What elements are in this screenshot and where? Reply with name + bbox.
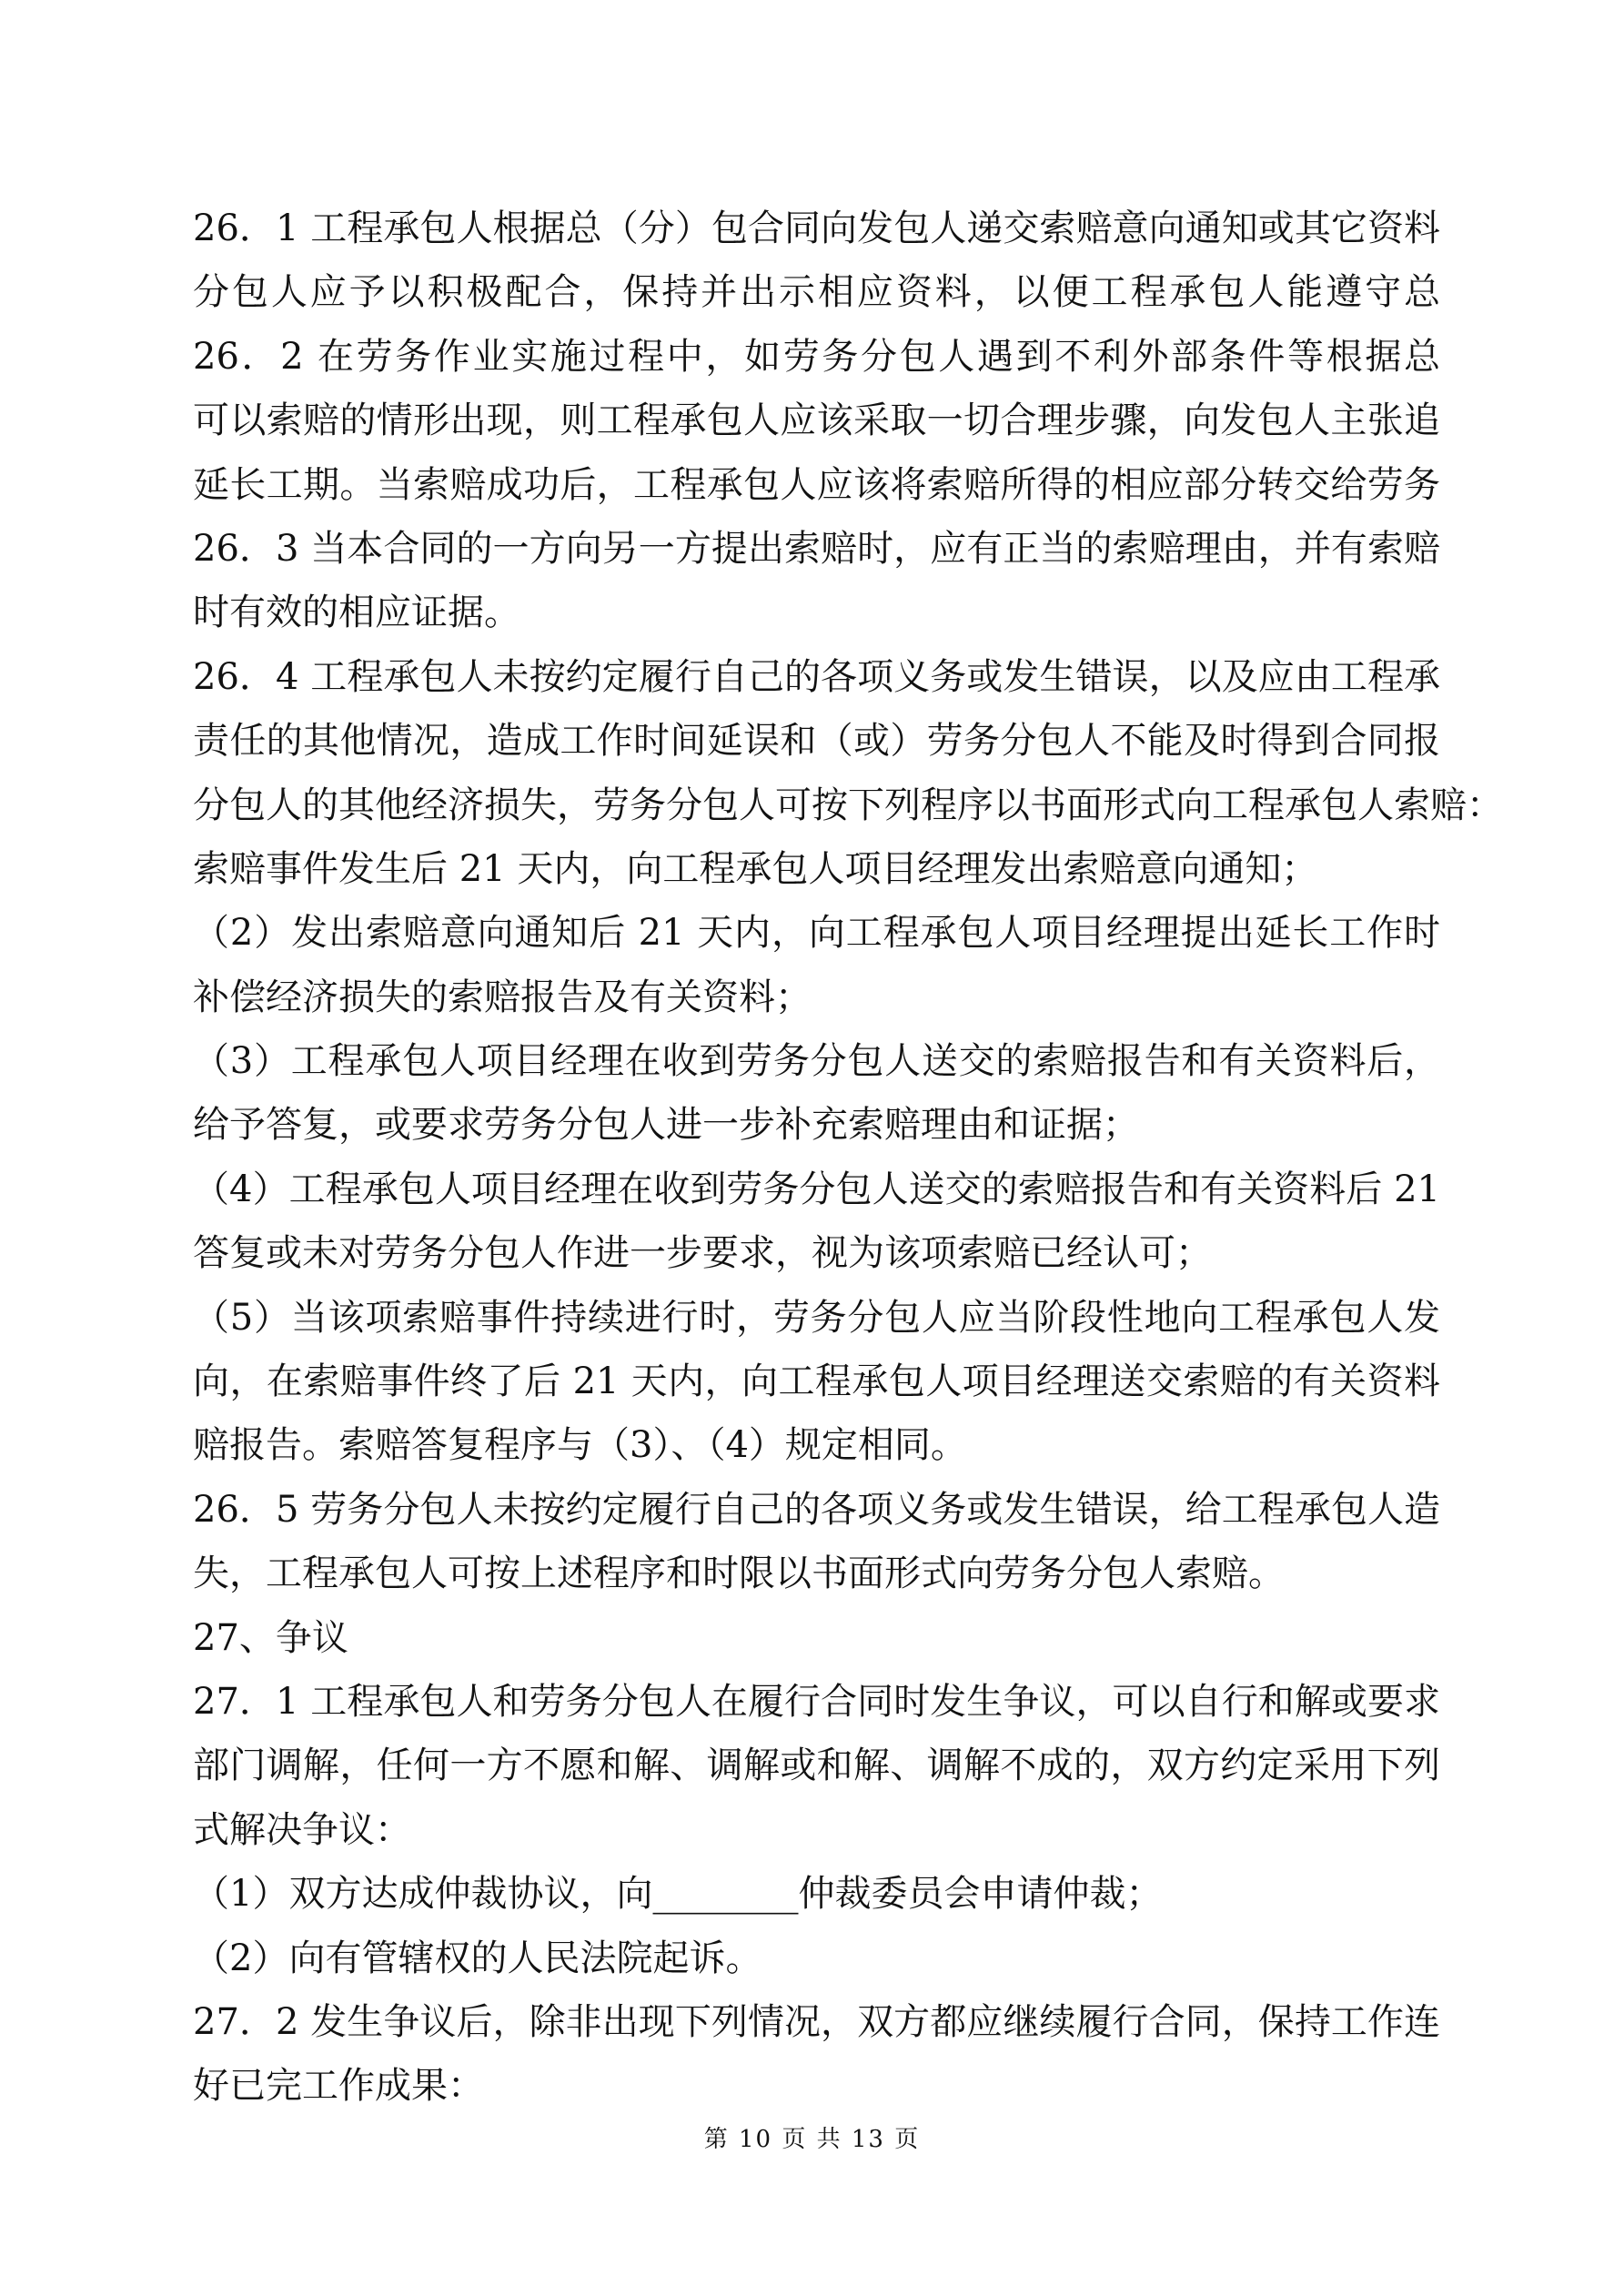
document-body	[193, 197, 1503, 2119]
text-line: 责任的其他情况，造成工作时间延误和（或）劳务分包人不能及时得到合同报	[193, 720, 1440, 763]
text-line: 时有效的相应证据。	[193, 592, 520, 634]
text-line: 可以索赔的情形出现，则工程承包人应该采取一切合理步骤，向发包人主张追	[193, 400, 1440, 442]
text-line: 27．1 工程承包人和劳务分包人在履行合同时发生争议，可以自行和解或要求	[193, 1680, 1440, 1723]
text-line: 26．4 工程承包人未按约定履行自己的各项义务或发生错误，以及应由工程承	[193, 655, 1440, 698]
text-line: 补偿经济损失的索赔报告及有关资料；	[193, 976, 812, 1018]
text-line: （2）向有管辖权的人民法院起诉。	[193, 1937, 762, 1979]
text-line: （1）双方达成仲裁协议，向________仲裁委员会申请仲裁；	[193, 1873, 1163, 1916]
text-line: 27．2 发生争议后，除非出现下列情况，双方都应继续履行合同，保持工作连	[193, 2000, 1440, 2043]
text-line: 赔报告。索赔答复程序与（3）、（4）规定相同。	[193, 1424, 967, 1467]
text-line: 分包人的其他经济损失，劳务分包人可按下列程序以书面形式向工程承包人索赔：	[193, 784, 1503, 826]
text-line: 部门调解，任何一方不愿和解、调解或和解、调解不成的，双方约定采用下列	[193, 1745, 1440, 1787]
text-line: 27、争议	[193, 1616, 348, 1659]
text-line: 答复或未对劳务分包人作进一步要求，视为该项索赔已经认可；	[193, 1232, 1212, 1275]
text-line: 分包人应予以积极配合，保持并出示相应资料，以便工程承包人能遵守总	[193, 271, 1440, 314]
text-line: 向，在索赔事件终了后 21 天内，向工程承包人项目经理送交索赔的有关资料	[193, 1360, 1440, 1403]
text-line: （5）当该项索赔事件持续进行时，劳务分包人应当阶段性地向工程承包人发	[193, 1296, 1440, 1339]
text-line: （3）工程承包人项目经理在收到劳务分包人送交的索赔报告和有关资料后，	[193, 1040, 1440, 1083]
page-number: 第 10 页 共 13 页	[703, 2126, 921, 2153]
text-line: （2）发出索赔意向通知后 21 天内，向工程承包人项目经理提出延长工作时	[193, 912, 1440, 955]
text-line: 给予答复，或要求劳务分包人进一步补充索赔理由和证据；	[193, 1104, 1139, 1147]
text-line: 失，工程承包人可按上述程序和时限以书面形式向劳务分包人索赔。	[193, 1553, 1285, 1595]
text-line: 索赔事件发生后 21 天内，向工程承包人项目经理发出索赔意向通知；	[193, 847, 1318, 890]
text-line: 延长工期。当索赔成功后，工程承包人应该将索赔所得的相应部分转交给劳务	[193, 463, 1440, 506]
text-line: 26．1 工程承包人根据总（分）包合同向发包人递交索赔意向通知或其它资料	[193, 207, 1440, 249]
text-line: 式解决争议：	[193, 1808, 411, 1851]
text-line: 26．2 在劳务作业实施过程中，如劳务分包人遇到不利外部条件等根据总	[193, 335, 1440, 378]
text-line: （4）工程承包人项目经理在收到劳务分包人送交的索赔报告和有关资料后 21	[193, 1168, 1440, 1210]
text-line: 26．3 当本合同的一方向另一方提出索赔时，应有正当的索赔理由，并有索赔	[193, 527, 1440, 570]
text-line: 好已完工作成果：	[193, 2065, 484, 2108]
text-line: 26．5 劳务分包人未按约定履行自己的各项义务或发生错误，给工程承包人造	[193, 1488, 1440, 1531]
